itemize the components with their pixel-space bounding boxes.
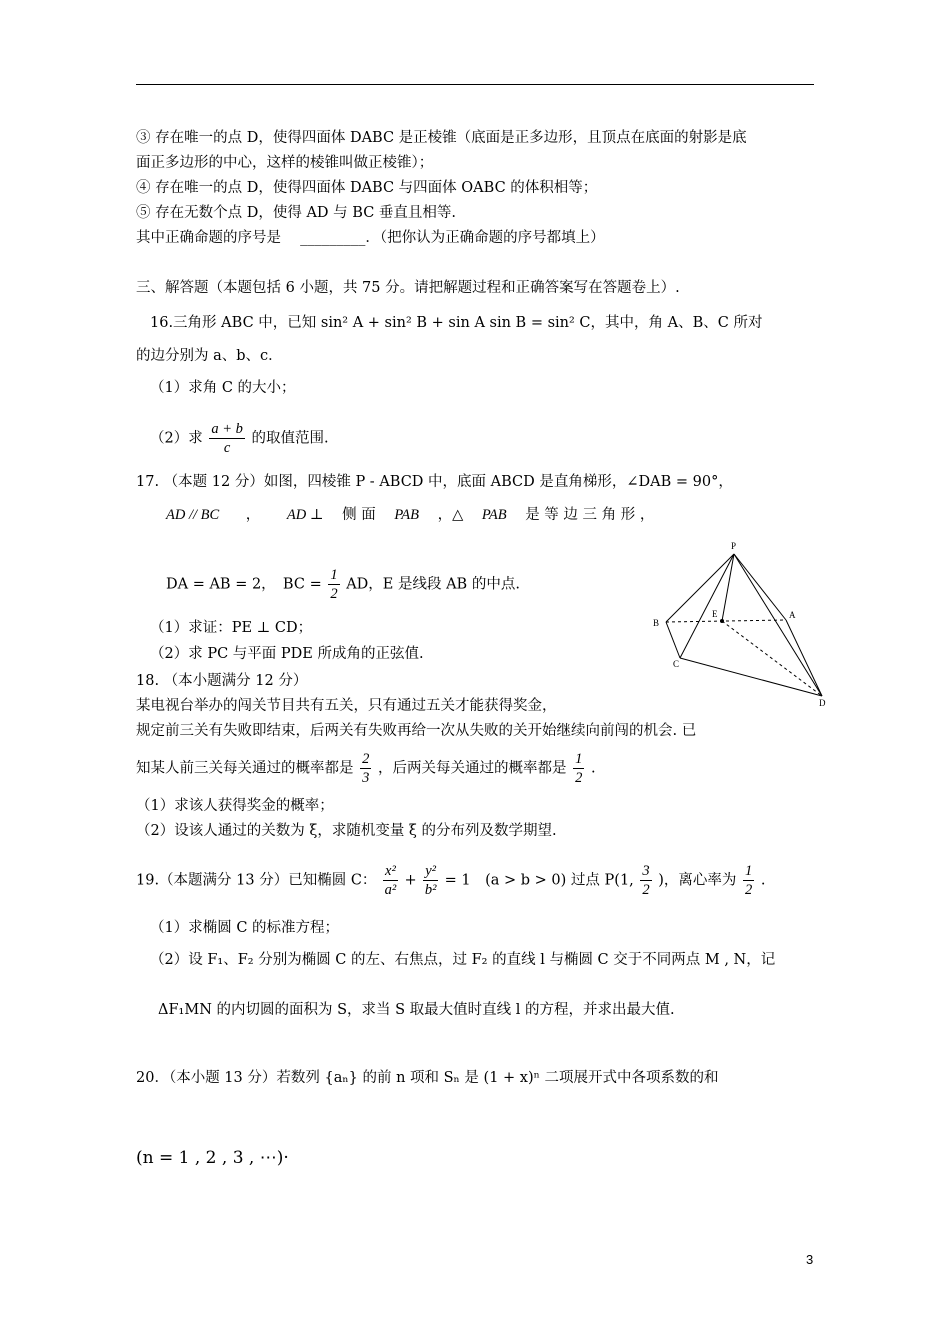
q18-part2: （2）设该人通过的关数为 ξ，求随机变量 ξ 的分布列及数学期望. <box>136 823 557 839</box>
section-3-heading: 三、解答题（本题包括 6 小题，共 75 分。请把解题过程和正确答案写在答题卷上）. <box>136 280 680 296</box>
q16-stem-cont: 的边分别为 a、b、c． <box>136 348 283 364</box>
q19-frac-1-2: $\frac{1}{2}$ <box>745 863 753 898</box>
label-B: B <box>653 618 660 628</box>
q19-part2-cont: ΔF₁MN 的内切圆的面积为 S，求当 S 取最大值时直线 l 的方程，并求出最大值. <box>158 1002 675 1018</box>
q17-line3: DA = AB = 2， BC = $\frac{1}{2}$ AD，E 是线段 AB 的中点. <box>166 567 520 602</box>
q18-part1: （1）求该人获得奖金的概率； <box>136 798 334 814</box>
q19-stem: 19.（本题满分 13 分）已知椭圆 C： $\frac{\text{x²}}{\text{a²}}$ + $\frac{\text{y²}}{\text{b²}}$ = 1 (a > b > 0) 过点 P(1, $\frac{3}{2}$ )，离心率为 $\frac{1}{2}$ . <box>136 863 766 898</box>
statement-4: ④ 存在唯一的点 D，使得四面体 DABC 与四面体 OABC 的体积相等； <box>136 180 598 196</box>
fill-in-prompt: 其中正确命题的序号是 _________．（把你认为正确命题的序号都填上） <box>136 230 605 246</box>
q19-part1: （1）求椭圆 C 的标准方程； <box>150 920 340 936</box>
q18-heading: 18. （本小题满分 12 分） <box>136 673 308 689</box>
statement-5: ⑤ 存在无数个点 D，使得 AD 与 BC 垂直且相等. <box>136 205 457 221</box>
q17-stem: 17. （本题 12 分）如图，四棱锥 P - ABCD 中，底面 ABCD 是直角梯形，∠DAB = 90°， <box>136 474 733 490</box>
q17-fraction: $\frac{1}{2}$ <box>330 567 338 602</box>
pyramid-figure <box>648 540 838 710</box>
q20-stem: 20．（本小题 13 分）若数列 {aₙ} 的前 n 项和 Sₙ 是 (1 + x)ⁿ 二项展开式中各项系数的和 <box>136 1070 719 1086</box>
q18-stem-prob: 知某人前三关每关通过的概率都是 $\frac{2}{3}$ ，后两关每关通过的概率都是 $\frac{1}{2}$ . <box>136 751 596 786</box>
q16-fraction: $\frac{a + b}{c}$ <box>211 421 243 456</box>
label-E: E <box>712 609 718 619</box>
q16-part2: （2）求 $\frac{a + b}{c}$ 的取值范围. <box>150 421 329 456</box>
statement-3: ③ 存在唯一的点 D，使得四面体 DABC 是正棱锥（底面是正多边形，且顶点在底面的射影是底 <box>136 130 747 146</box>
q18-frac-two-thirds: $\frac{2}{3}$ <box>362 751 370 786</box>
q19-frac-3-2: $\frac{3}{2}$ <box>642 863 650 898</box>
q18-stem: 某电视台举办的闯关节目共有五关，只有通过五关才能获得奖金， <box>136 698 557 714</box>
label-C: C <box>673 659 680 669</box>
label-A: A <box>789 610 796 620</box>
q18-stem-cont: 规定前三关有失败即结束，后两关有失败再给一次从失败的关开始继续向前闯的机会. 已 <box>136 723 697 739</box>
q17-part1: （1）求证：PE ⊥ CD； <box>150 620 313 636</box>
page-number: 3 <box>806 1252 814 1267</box>
label-D: D <box>819 698 826 708</box>
q20-range: (n = 1 , 2 , 3 , ⋯)· <box>136 1148 289 1168</box>
q19-frac-x: $\frac{\text{x²}}{\text{a²}}$ <box>384 863 397 898</box>
q19-frac-y: $\frac{\text{y²}}{\text{b²}}$ <box>424 863 437 898</box>
header-rule <box>136 84 814 85</box>
q18-frac-half: $\frac{1}{2}$ <box>575 751 583 786</box>
q16-part1: （1）求角 C 的大小； <box>150 380 296 396</box>
q16-stem: 16.三角形 ABC 中，已知 sin² A + sin² B + sin A sin B = sin² C，其中，角 A、B、C 所对 <box>150 315 763 331</box>
label-P: P <box>731 541 737 551</box>
q17-part2: （2）求 PC 与平面 PDE 所成角的正弦值. <box>150 646 424 662</box>
statement-3-cont: 面正多边形的中心，这样的棱锥叫做正棱锥）； <box>136 155 434 171</box>
q19-part2: （2）设 F₁、F₂ 分别为椭圆 C 的左、右焦点，过 F₂ 的直线 l 与椭圆 C 交于不同两点 M , N，记 <box>150 952 776 968</box>
q17-line2: AD // BC ， AD ⊥ 侧 面 PAB ，△ PAB 是 等 边 三 角 形 ， <box>166 507 655 523</box>
